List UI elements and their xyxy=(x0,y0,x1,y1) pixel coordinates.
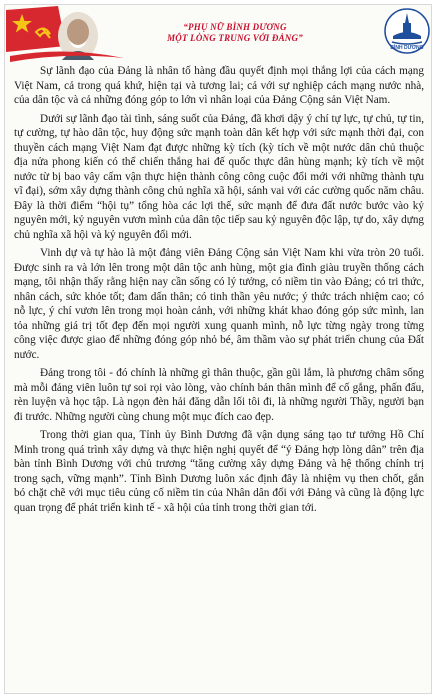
logo-text: BÌNH DƯƠNG xyxy=(390,45,424,51)
slogan-line-1: “PHỤ NỮ BÌNH DƯƠNG xyxy=(183,22,287,32)
paragraph-2: Dưới sự lãnh đạo tài tình, sáng suốt của Đảng, đã khơi dậy ý chí tự lực, tự chủ, tự tin, tự cường, tự hào dân tộc, huy động sức mạnh toàn dân kết hợp với sức mạnh thời đại, con thuyền cách mạng Việt Nam đạt được những kỳ tích (kỳ tích về một nước dân chủ thuộc địa nửa phong kiến có thể chiến thắng hai đế quốc thực dân hùng mạnh; kỳ tích về một nước từ bị bao vây cấm vận thực hiện thành công công cuộc đổi mới với những thành tựu vĩ đại), sớm xây dựng thành công chủ nghĩa xã hội, sánh vai với các cường quốc năm châu. Đây là thời điểm “hội tụ” tổng hòa các lợi thế, sức mạnh để đưa đất nước bước vào kỷ nguyên mới, kỷ nguyên vươn mình của dân tộc tiếp sau kỷ nguyên độc lập, tự do, xây dựng chủ nghĩa xã hội và kỷ nguyên đổi mới. xyxy=(14,112,425,241)
red-flag-icon xyxy=(6,6,66,52)
page-header xyxy=(0,0,438,60)
party-flag-portrait-emblem xyxy=(6,6,126,64)
paragraph-4: Đảng trong tôi - đó chính là những gì thân thuộc, gần gũi lắm, là phương châm sống mà mỗi đảng viên luôn tự soi rọi vào lòng, vào chính bản thân mình để cố gắng, phấn đấu, rèn luyện và học tập. Là ngọn đèn hải đăng dẫn lối tôi đi, là những người Thầy, người bạn đi trước. Những người cùng chung một mục đích cao đẹp. xyxy=(14,367,424,423)
slogan-line-2: MỘT LÒNG TRUNG VỚI ĐẢNG” xyxy=(167,33,303,43)
paragraph-3: Vinh dự và tự hào là một đảng viên Đảng Cộng sản Việt Nam khi vừa tròn 20 tuổi. Được sinh ra và lớn lên trong một dân tộc anh hùng, một gia đình giàu truyền thống cách mạng, tôi nhận thấy rằng hiện nay cần sống có lý tưởng, có niềm tin vào Đảng; có tri thức, nhân cách, sức khỏe tốt; đam dấn thân; có tinh thần yêu nước; ý thức trách nhiệm cao; có nỗ lực, ý chí vươn lên trong mọi hoàn cảnh, với những khát khao đóng góp sức mình, lan tỏa những giá trị tốt đẹp đến mọi người xung quanh mình, nỗ lực từng ngày trong từng công việc được giao để những đóng góp nhỏ bé, âm thầm vào sự phát triển chung của Đất nước. xyxy=(14,247,424,361)
paragraph-5: Trong thời gian qua, Tỉnh ủy Bình Dương đã vận dụng sáng tạo tư tưởng Hồ Chí Minh trong quá trình xây dựng và thực hiện nghị quyết để “ý Đảng hợp lòng dân” trên địa bàn tỉnh Bình Dương với chủ trương “tăng cường xây dựng Đảng và hệ thống chính trị trong sạch, vững mạnh”. Tỉnh Bình Dương luôn xác định đây là nhiệm vụ then chốt, gắn bó chặt chẽ với mục tiêu củng cố niềm tin của Nhân dân đối với Đảng và cũng là động lực quan trọng để phát triển kinh tế - xã hội của tỉnh trong thời gian tới. xyxy=(14,429,424,514)
slogan xyxy=(125,22,345,44)
paragraph-1: Sự lãnh đạo của Đảng là nhân tố hàng đầu quyết định mọi thắng lợi của cách mạng Việt Nam, cả trong quá khứ, hiện tại và tương lai; cả với sự nghiệp cách mạng nước nhà, của dân tộc và cả những đóng góp to lớn vì nhân loại của Đảng Cộng sản Việt Nam. xyxy=(14,65,424,106)
article-body xyxy=(14,64,424,684)
binh-duong-logo-icon xyxy=(384,8,430,54)
